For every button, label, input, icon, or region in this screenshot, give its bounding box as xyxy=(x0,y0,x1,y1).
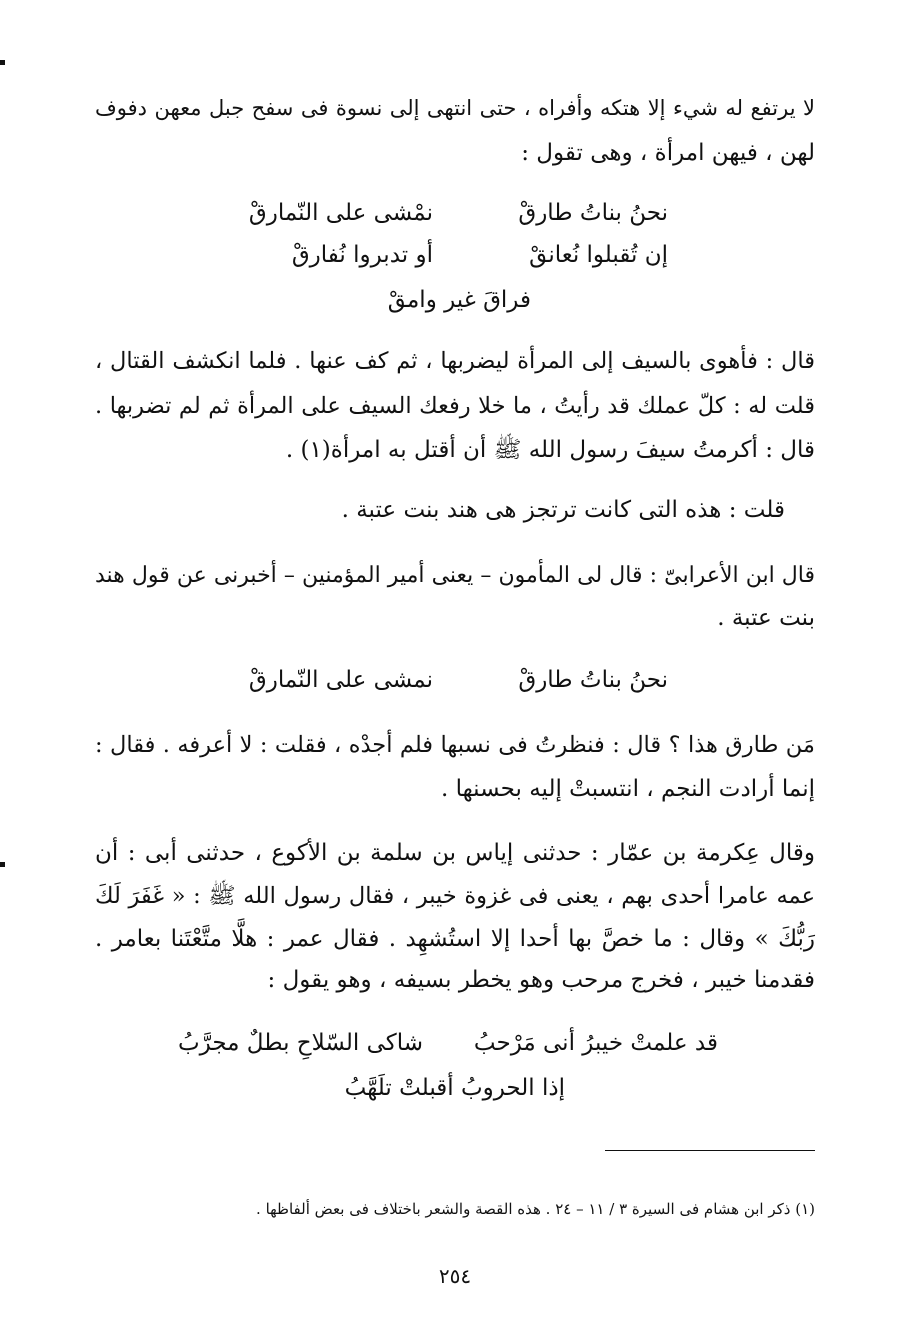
verse-single: فراقَ غير وامقْ xyxy=(387,287,531,313)
body-text-line: قلت : هذه التى كانت ترتجز هى هند بنت عتبة . xyxy=(341,497,785,523)
body-text-line: وقال عِكرمة بن عمّار : حدثنى إياس بن سلمة بن الأكوع ، حدثنى أبى : أن xyxy=(95,840,815,866)
verse-hemistich-second: شاكى السّلاحِ بطلٌ مجرَّبُ xyxy=(177,1030,423,1056)
footnote-separator xyxy=(605,1150,815,1151)
page-number: ٢٥٤ xyxy=(438,1264,472,1288)
body-text-line: لهن ، فيهن امرأة ، وهى تقول : xyxy=(521,140,815,166)
verse-hemistich-second: نمْشى على النّمارقْ xyxy=(248,200,433,226)
body-text-line: فقدمنا خيبر ، فخرج مرحب وهو يخطر بسيفه ، وهو يقول : xyxy=(267,967,815,993)
body-text-line: مَن طارق هذا ؟ قال : فنظرتُ فى نسبها فلم أجدْه ، فقلت : لا أعرفه . فقال : xyxy=(95,732,815,758)
verse-single: إذا الحروبُ أقبلتْ تلَهَّبُ xyxy=(344,1075,565,1101)
scan-margin-mark xyxy=(0,862,5,867)
body-text-line: لا يرتفع له شيء إلا هتكه وأفراه ، حتى انتهى إلى نسوة فى سفح جبل معهن دفوف xyxy=(95,96,815,120)
body-text-line: قال ابن الأعرابىّ : قال لى المأمون – يعنى أمير المؤمنين – أخبرنى عن قول هند xyxy=(95,563,815,588)
body-text-line: إنما أرادت النجم ، انتسبتْ إليه بحسنها . xyxy=(440,776,815,802)
verse-hemistich-first: قد علمتْ خيبرُ أنى مَرْحبُ xyxy=(473,1030,718,1056)
verse-hemistich-second: نمشى على النّمارقْ xyxy=(248,667,433,693)
scan-margin-mark xyxy=(0,60,5,65)
body-text-line: قال : فأهوى بالسيف إلى المرأة ليضربها ، ثم كف عنها . فلما انكشف القتال ، xyxy=(95,348,815,374)
verse-hemistich-first: إن تُقبلوا نُعانقْ xyxy=(529,242,668,268)
verse-hemistich-first: نحنُ بناتُ طارقْ xyxy=(518,667,668,693)
footnote: (١) ذكر ابن هشام فى السيرة ٣ / ١١ – ٢٤ . هذه القصة والشعر باختلاف فى بعض ألفاظها . xyxy=(256,1200,815,1218)
verse-hemistich-first: نحنُ بناتُ طارقْ xyxy=(518,200,668,226)
body-text-line: عمه عامرا أحدى بهم ، يعنى فى غزوة خيبر ، فقال رسول الله ﷺ : « غَفَرَ لَكَ xyxy=(95,883,815,909)
body-text-line: قال : أكرمتُ سيفَ رسول الله ﷺ أن أقتل به امرأة(١) . xyxy=(285,437,815,463)
body-text-line: قلت له : كلّ عملك قد رأيتُ ، ما خلا رفعك السيف على المرأة ثم لم تضربها . xyxy=(95,393,815,419)
verse-hemistich-second: أو تدبروا نُفارقْ xyxy=(291,242,433,268)
body-text-line: بنت عتبة . xyxy=(717,605,815,631)
body-text-line: رَبُّكَ » وقال : ما خصَّ بها أحدا إلا استُشهِد . فقال عمر : هلَّا متَّعْتَنا بعامر . xyxy=(95,926,815,952)
